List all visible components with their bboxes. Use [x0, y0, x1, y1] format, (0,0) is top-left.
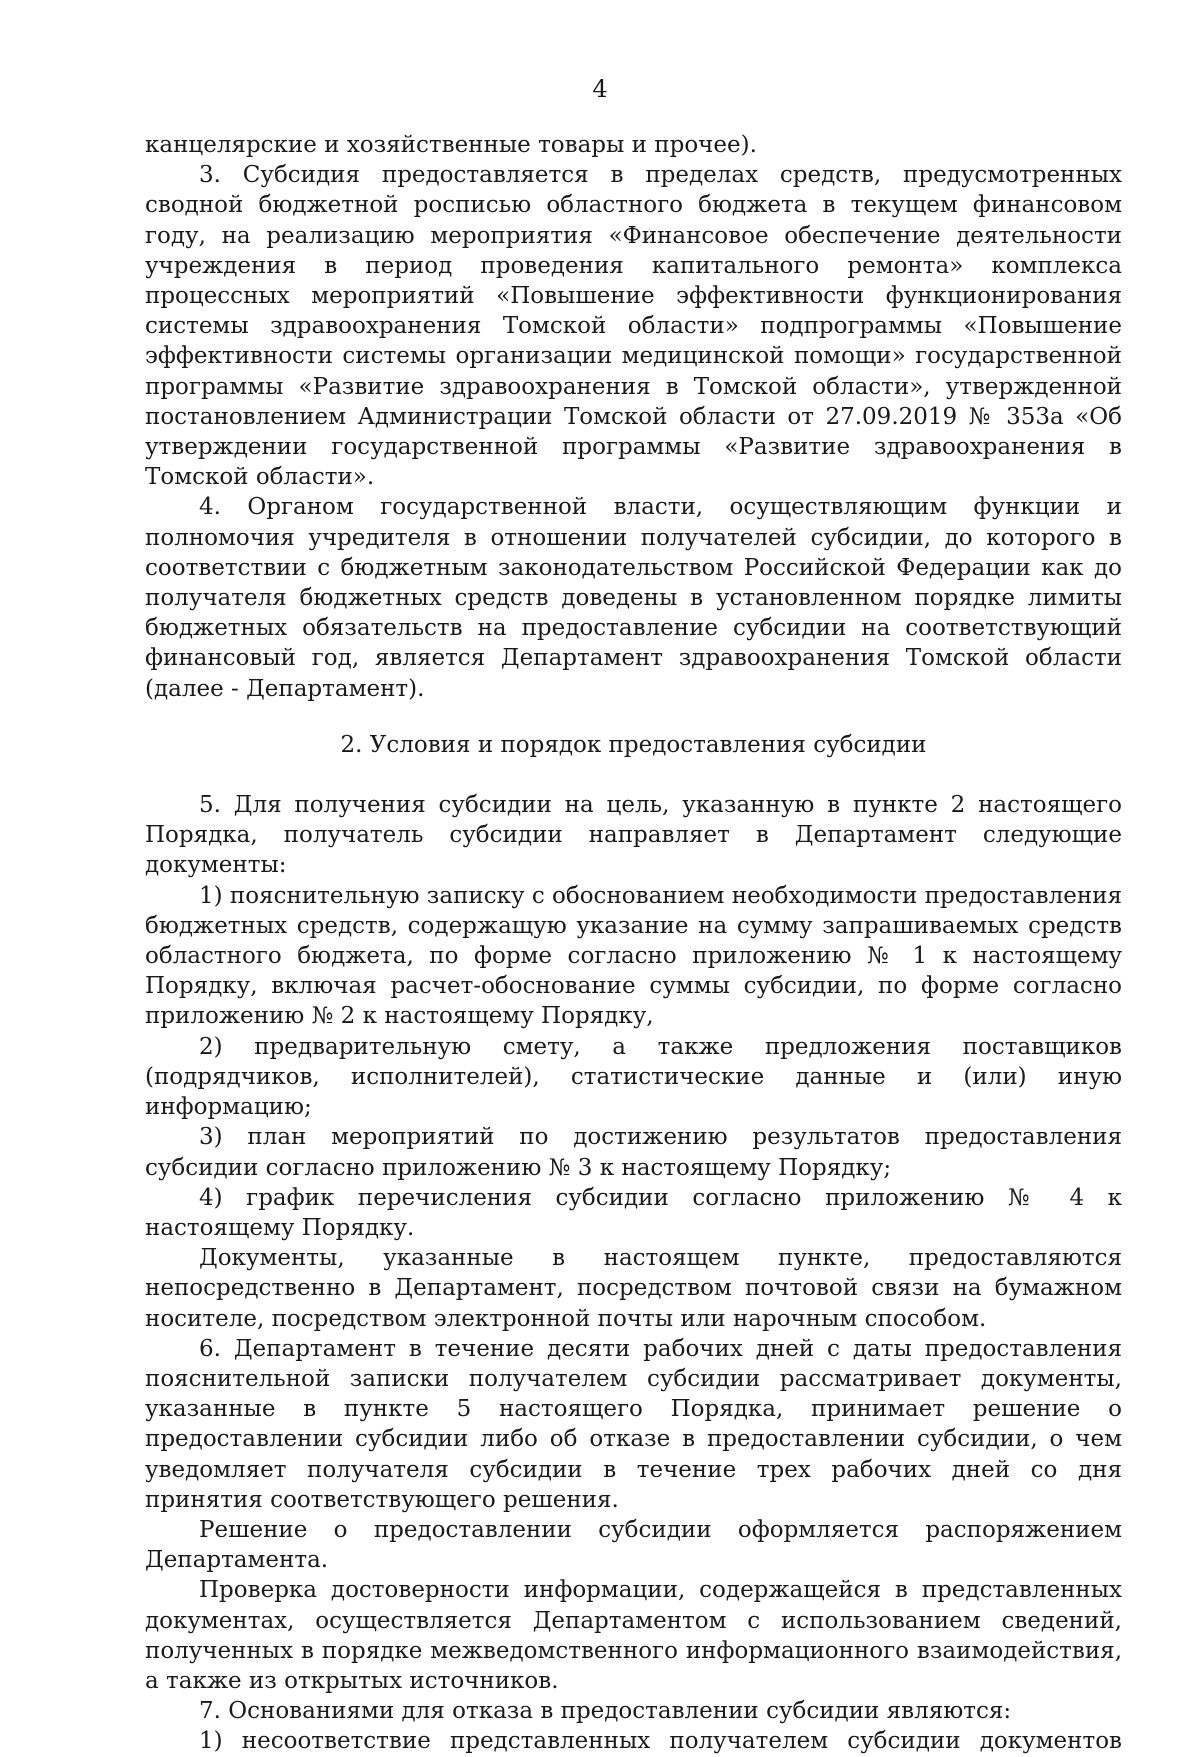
paragraph-verification: Проверка достоверности информации, содержащейся в представленных документах, осуществляется Департаментом с использованием сведений, полученных в порядке межведомственного информационного взаимодействия, а также из открытых источников.: [145, 1577, 1122, 1694]
list-item-7-1: 1) несоответствие представленных получателем субсидии документов: [199, 1728, 1122, 1755]
spacer: [145, 704, 1122, 730]
list-item-5-4: 4) график перечисления субсидии согласно приложению № 4 к настоящему Порядку.: [145, 1184, 1122, 1241]
paragraph-item-6: 6. Департамент в течение десяти рабочих дней с даты предоставления пояснительной записки получателем субсидии рассматривает документы, указанные в пункте 5 настоящего Порядка, принимает решение о предоставлении субсидии либо об отказе в предоставлении субсидии, о чем уведомляет получателя субсидии в течение трех рабочих дней со дня принятия соответствующего решения.: [145, 1335, 1122, 1513]
list-item-5-1: 1) пояснительную записку с обоснованием необходимости предоставления бюджетных средств, содержащую указание на сумму запрашиваемых средств областного бюджета, по форме согласно приложению № 1 к настоящему Порядку, включая расчет-обоснование суммы субсидии, по форме согласно приложению № 2 к настоящему Порядку,: [145, 882, 1123, 1030]
paragraph-item-7: 7. Основаниями для отказа в предоставлении субсидии являются:: [199, 1698, 1012, 1725]
paragraph-continuation: канцелярские и хозяйственные товары и прочее).: [145, 132, 757, 158]
paragraph-item-5: 5. Для получения субсидии на цель, указанную в пункте 2 настоящего Порядка, получатель субсидии направляет в Департамент следующие документы:: [145, 792, 1122, 879]
spacer: [145, 760, 1122, 790]
paragraph-documents-delivery: Документы, указанные в настоящем пункте, предоставляются непосредственно в Департамент, посредством почтовой связи на бумажном носителе, посредством электронной почты или нарочным способом.: [145, 1245, 1122, 1332]
section-heading: 2. Условия и порядок предоставления субсидии: [340, 731, 927, 758]
list-item-5-2: 2) предварительную смету, а также предложения поставщиков (подрядчиков, исполнителей), статистические данные и (или) иную информацию;: [145, 1033, 1122, 1121]
paragraph-decision: Решение о предоставлении субсидии оформляется распоряжением Департамента.: [145, 1516, 1122, 1574]
paragraph-item-3: 3. Субсидия предоставляется в пределах средств, предусмотренных сводной бюджетной росписью областного бюджета в текущем финансовом году, на реализацию мероприятия «Финансовое обеспечение деятельности учреждения в период проведения капитального ремонта» комплекса процессных мероприятий «Повышение эффективности функционирования системы здравоохранения Томской области» подпрограммы «Повышение эффективности системы организации медицинской помощи» государственной программы «Развитие здравоохранения в Томской области», утвержденной постановлением Администрации Томской области от 27.09.2019 № 353а «Об утверждении государственной программы «Развитие здравоохранения в Томской области».: [145, 162, 1122, 491]
paragraph-item-4: 4. Органом государственной власти, осуществляющим функции и полномочия учредителя в отношении получателей субсидии, до которого в соответствии с бюджетным законодательством Российской Федерации как до получателя бюджетных средств доведены в установленном порядке лимиты бюджетных обязательств на предоставление субсидии на соответствующий финансовый год, является Департамент здравоохранения Томской области (далее - Департамент).: [145, 494, 1122, 702]
page-number: 4: [592, 75, 608, 103]
list-item-5-3: 3) план мероприятий по достижению результатов предоставления субсидии согласно приложению № 3 к настоящему Порядку;: [145, 1124, 1122, 1181]
document-body: [145, 130, 1122, 1757]
